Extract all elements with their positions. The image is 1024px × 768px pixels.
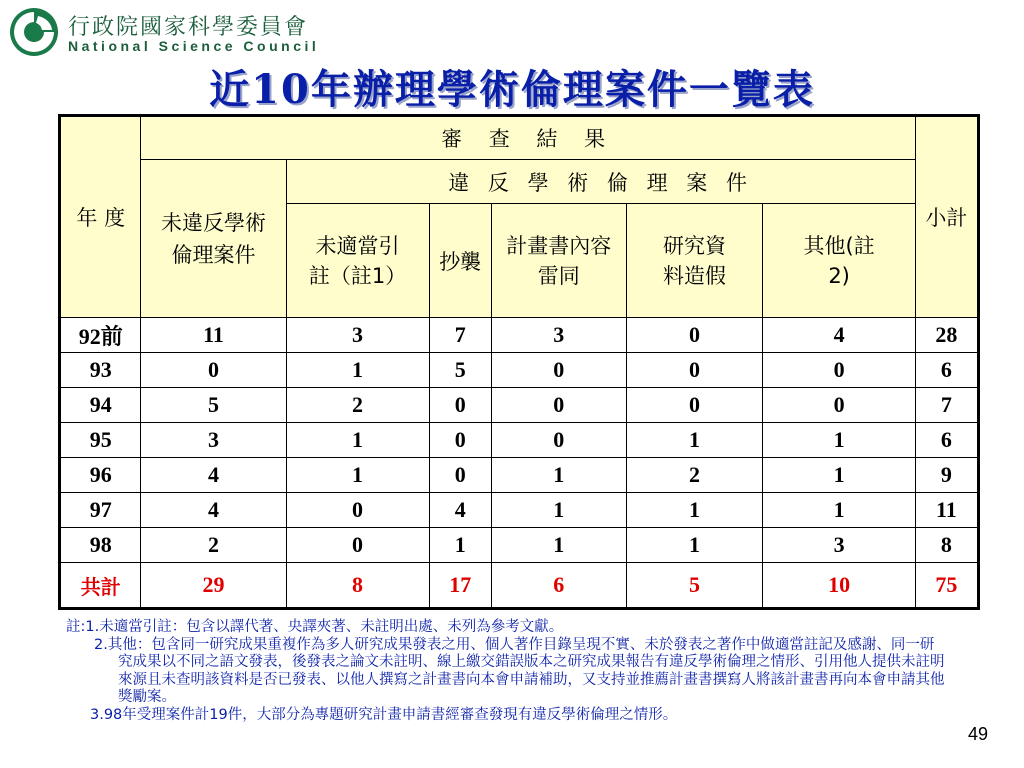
col-other: 其他(註2) xyxy=(763,204,915,318)
cell: 0 xyxy=(491,423,626,458)
cell: 0 xyxy=(626,318,763,353)
cell: 4 xyxy=(141,458,286,493)
org-name-zh: 行政院國家科學委員會 xyxy=(68,15,309,40)
cell: 1 xyxy=(286,353,429,388)
total-cell: 8 xyxy=(286,563,429,609)
row-year: 96 xyxy=(60,458,141,493)
cell: 2 xyxy=(141,528,286,563)
cell: 2 xyxy=(626,458,763,493)
row-year: 94 xyxy=(60,388,141,423)
table-row xyxy=(60,318,979,353)
total-row xyxy=(60,563,979,609)
footnote-1: 註:1.未適當引註：包含以譯代著、央譯夾著、未註明出處、未列為參考文獻。 xyxy=(66,619,564,635)
cell-subtotal: 8 xyxy=(915,528,978,563)
cell: 1 xyxy=(286,458,429,493)
header-year: 年 度 xyxy=(60,116,141,318)
total-cell: 29 xyxy=(141,563,286,609)
cell: 3 xyxy=(491,318,626,353)
header-review-result: 審 查 結 果 xyxy=(141,116,915,160)
header-no-violation: 未違反學術倫理案件 xyxy=(141,160,286,318)
total-cell: 10 xyxy=(763,563,915,609)
cell: 0 xyxy=(763,388,915,423)
cell: 0 xyxy=(429,388,491,423)
total-label: 共計 xyxy=(60,563,141,609)
cell: 4 xyxy=(763,318,915,353)
table-row xyxy=(60,493,979,528)
cell-subtotal: 6 xyxy=(915,423,978,458)
cell: 0 xyxy=(491,353,626,388)
header-violation: 違 反 學 術 倫 理 案 件 xyxy=(286,160,915,204)
cell: 1 xyxy=(626,528,763,563)
row-year: 95 xyxy=(60,423,141,458)
table-row xyxy=(60,423,979,458)
col-data-fabrication: 研究資料造假 xyxy=(626,204,763,318)
cell: 0 xyxy=(141,353,286,388)
cell: 0 xyxy=(429,423,491,458)
cell: 1 xyxy=(763,493,915,528)
col-improper-citation: 未適當引註（註1） xyxy=(286,204,429,318)
cell: 1 xyxy=(491,528,626,563)
case-table xyxy=(58,114,980,610)
cell-subtotal: 28 xyxy=(915,318,978,353)
cell-subtotal: 9 xyxy=(915,458,978,493)
total-cell: 17 xyxy=(429,563,491,609)
table-row xyxy=(60,388,979,423)
row-year: 92前 xyxy=(60,318,141,353)
cell: 1 xyxy=(763,458,915,493)
cell: 3 xyxy=(141,423,286,458)
row-year: 93 xyxy=(60,353,141,388)
footnote-2: 2.其他：包含同一研究成果重複作為多人研究成果發表之用、個人著作目錄呈現不實、未於發表之著作中做適當註記及感謝、同一研究成果以不同之語文發表，後發表之論文未註明、線上繳交錯誤版本之研究成果報告有違反學術倫理之情形、引用他人提供未註明來源且未查明該資料是否已發表、以他人撰寫之計畫書向本會申請補助，又支持並推薦計畫書撰寫人將該計畫書再向本會申請其他獎勵案。 xyxy=(94,636,945,705)
footnote-3: 3.98年受理案件計19件，大部分為專題研究計畫申請書經審查發現有違反學術倫理之情形。 xyxy=(90,706,678,723)
header-subtotal: 小計 xyxy=(915,116,978,318)
cell-subtotal: 7 xyxy=(915,388,978,423)
cell: 0 xyxy=(763,353,915,388)
cell: 1 xyxy=(491,458,626,493)
cell: 0 xyxy=(429,458,491,493)
cell: 4 xyxy=(429,493,491,528)
cell: 1 xyxy=(286,423,429,458)
slide-title: 近10年辦理學術倫理案件一覽表 xyxy=(209,66,815,113)
cell: 7 xyxy=(429,318,491,353)
row-year: 98 xyxy=(60,528,141,563)
cell-subtotal: 11 xyxy=(915,493,978,528)
cell: 4 xyxy=(141,493,286,528)
col-plagiarism: 抄襲 xyxy=(429,204,491,318)
cell: 0 xyxy=(286,528,429,563)
cell: 1 xyxy=(429,528,491,563)
cell: 0 xyxy=(626,388,763,423)
col-proposal-similar: 計畫書內容雷同 xyxy=(491,204,626,318)
table-row xyxy=(60,528,979,563)
cell: 3 xyxy=(286,318,429,353)
footnotes xyxy=(66,619,946,724)
table-row xyxy=(60,458,979,493)
cell: 1 xyxy=(626,423,763,458)
cell: 5 xyxy=(141,388,286,423)
cell: 11 xyxy=(141,318,286,353)
cell: 0 xyxy=(626,353,763,388)
cell: 0 xyxy=(286,493,429,528)
table-row xyxy=(60,353,979,388)
cell: 3 xyxy=(763,528,915,563)
cell: 1 xyxy=(763,423,915,458)
cell-subtotal: 6 xyxy=(915,353,978,388)
cell: 0 xyxy=(491,388,626,423)
total-cell: 5 xyxy=(626,563,763,609)
total-cell: 6 xyxy=(491,563,626,609)
nsc-logo-icon xyxy=(8,6,60,58)
cell: 1 xyxy=(491,493,626,528)
page-number: 49 xyxy=(968,724,989,744)
org-name-en: National Science Council xyxy=(68,38,320,54)
total-cell-grand: 75 xyxy=(915,563,978,609)
row-year: 97 xyxy=(60,493,141,528)
cell: 1 xyxy=(626,493,763,528)
cell: 5 xyxy=(429,353,491,388)
cell: 2 xyxy=(286,388,429,423)
